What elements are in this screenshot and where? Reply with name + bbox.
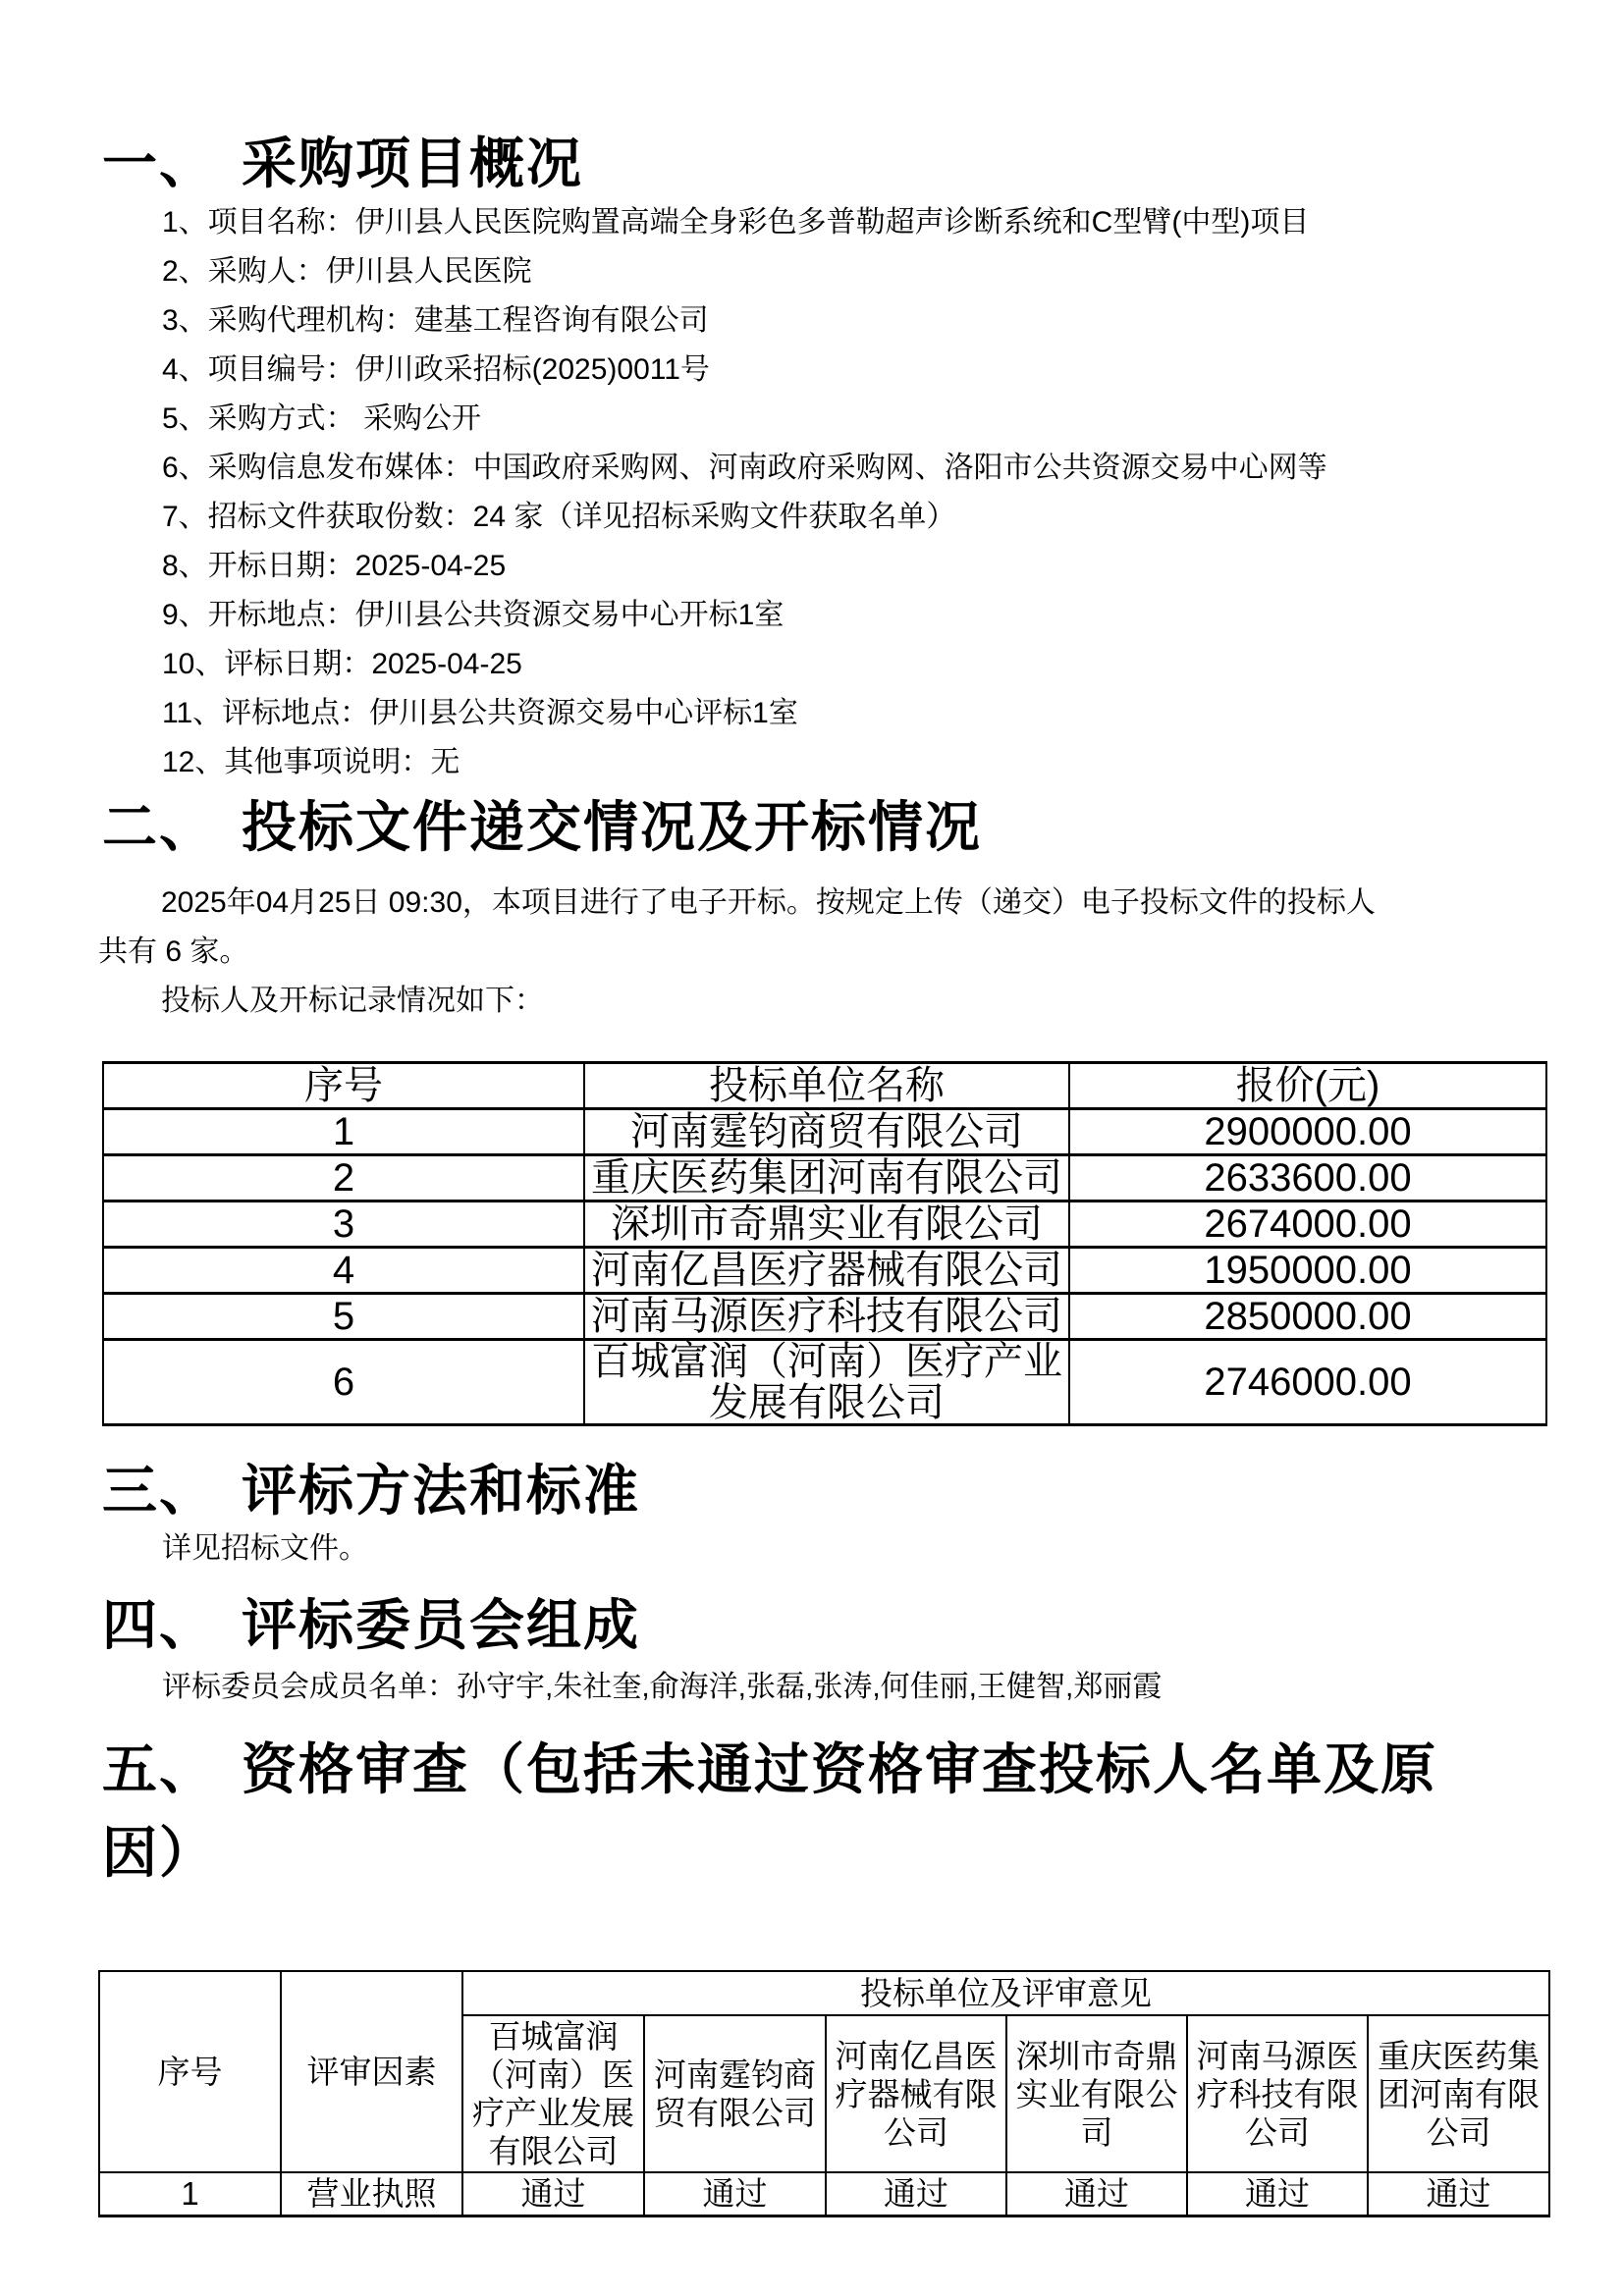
table-row	[103, 1340, 1546, 1425]
result-cell: 通过	[1006, 2172, 1187, 2216]
section-2-number: 二、	[102, 796, 216, 858]
column-header: 报价(元)	[1069, 1063, 1546, 1109]
group-header: 投标单位及评审意见	[462, 1971, 1549, 2015]
bidder-cell: 河南马源医疗科技有限公司	[584, 1294, 1069, 1340]
section-3-number: 三、	[102, 1460, 216, 1522]
table-header-row	[99, 1971, 1549, 2015]
list-item: 11、评标地点：伊川县公共资源交易中心评标1室	[162, 697, 798, 729]
section-5-title-line2: 因）	[102, 1822, 216, 1884]
section-3-heading	[102, 1460, 640, 1522]
serial-cell: 3	[103, 1201, 584, 1248]
bidder-cell: 重庆医药集团河南有限公司	[584, 1155, 1069, 1201]
serial-cell: 4	[103, 1248, 584, 1294]
column-header: 评审因素	[281, 1971, 462, 2172]
result-cell: 通过	[644, 2172, 826, 2216]
list-item: 6、采购信息发布媒体：中国政府采购网、河南政府采购网、洛阳市公共资源交易中心网等	[162, 452, 1327, 484]
list-item: 7、招标文件获取份数：24 家（详见招标采购文件获取名单）	[162, 501, 956, 533]
serial-cell: 5	[103, 1294, 584, 1340]
section-4-title: 评标委员会组成	[242, 1594, 640, 1656]
bid-record-table	[102, 1061, 1547, 1426]
company-header: 河南亿昌医疗器械有限公司	[826, 2015, 1006, 2172]
section-1-title: 采购项目概况	[242, 133, 583, 194]
list-item: 8、开标日期：2025-04-25	[162, 550, 507, 582]
list-item: 12、其他事项说明：无	[162, 746, 460, 778]
table-row	[99, 2172, 1549, 2216]
column-header: 投标单位名称	[584, 1063, 1069, 1109]
section-1-heading	[102, 135, 583, 192]
result-cell: 通过	[462, 2172, 644, 2216]
project-overview-list	[162, 198, 1327, 787]
list-item: 2、采购人：伊川县人民医院	[162, 255, 532, 288]
table-row	[103, 1248, 1546, 1294]
table-row	[103, 1201, 1546, 1248]
section-3-body: 详见招标文件。	[162, 1532, 368, 1565]
paragraph-line: 共有 6 家。	[98, 935, 249, 968]
section-2-title: 投标文件递交情况及开标情况	[242, 796, 982, 858]
section-3-title: 评标方法和标准	[242, 1460, 640, 1522]
bidder-cell: 河南霆钧商贸有限公司	[584, 1109, 1069, 1155]
section-4-number: 四、	[102, 1594, 216, 1656]
price-cell: 2850000.00	[1069, 1294, 1546, 1340]
list-item: 3、采购代理机构：建基工程咨询有限公司	[162, 304, 709, 337]
price-cell: 2633600.00	[1069, 1155, 1546, 1201]
price-cell: 2746000.00	[1069, 1340, 1546, 1425]
price-cell: 2900000.00	[1069, 1109, 1546, 1155]
bidder-cell: 河南亿昌医疗器械有限公司	[584, 1248, 1069, 1294]
section-4-heading	[102, 1594, 640, 1656]
paragraph-line: 2025年04月25日 09:30，本项目进行了电子开标。按规定上传（递交）电子投标文件的投标人	[161, 886, 1376, 919]
price-cell: 2674000.00	[1069, 1201, 1546, 1248]
list-item: 4、项目编号：伊川政采招标(2025)0011号	[162, 353, 710, 386]
company-header: 河南霆钧商贸有限公司	[644, 2015, 826, 2172]
table-header-row	[103, 1063, 1546, 1109]
company-header: 百城富润（河南）医疗产业发展有限公司	[462, 2015, 644, 2172]
bidder-cell: 百城富润（河南）医疗产业发展有限公司	[584, 1340, 1069, 1425]
table-row	[103, 1155, 1546, 1201]
company-header: 深圳市奇鼎实业有限公司	[1006, 2015, 1187, 2172]
bidder-cell: 深圳市奇鼎实业有限公司	[584, 1201, 1069, 1248]
list-item: 9、开标地点：伊川县公共资源交易中心开标1室	[162, 599, 784, 631]
serial-cell: 2	[103, 1155, 584, 1201]
qualification-review-table	[98, 1970, 1550, 2217]
table-row	[103, 1294, 1546, 1340]
list-item: 10、评标日期：2025-04-25	[162, 648, 522, 680]
company-header: 重庆医药集团河南有限公司	[1368, 2015, 1549, 2172]
list-item: 1、项目名称：伊川县人民医院购置高端全身彩色多普勒超声诊断系统和C型臂(中型)项目	[162, 206, 1310, 239]
serial-cell: 1	[99, 2172, 281, 2216]
list-item: 5、采购方式： 采购公开	[162, 402, 482, 435]
section-5-heading	[102, 1728, 1437, 1895]
factor-cell: 营业执照	[281, 2172, 462, 2216]
section-2-heading	[102, 796, 982, 858]
column-header: 序号	[99, 1971, 281, 2172]
result-cell: 通过	[826, 2172, 1006, 2216]
column-header: 序号	[103, 1063, 584, 1109]
committee-members-line: 评标委员会成员名单：孙守宇,朱社奎,俞海洋,张磊,张涛,何佳丽,王健智,郑丽霞	[162, 1671, 1163, 1703]
section-5-title-line1: 资格审查（包括未通过资格审查投标人名单及原	[242, 1738, 1437, 1800]
serial-cell: 1	[103, 1109, 584, 1155]
section-1-number: 一、	[102, 133, 216, 194]
company-header: 河南马源医疗科技有限公司	[1187, 2015, 1368, 2172]
result-cell: 通过	[1368, 2172, 1549, 2216]
bid-opening-paragraph	[98, 879, 1561, 1026]
price-cell: 1950000.00	[1069, 1248, 1546, 1294]
table-row	[103, 1109, 1546, 1155]
paragraph-line: 投标人及开标记录情况如下：	[161, 985, 544, 1017]
result-cell: 通过	[1187, 2172, 1368, 2216]
serial-cell: 6	[103, 1340, 584, 1425]
section-5-number: 五、	[102, 1738, 216, 1800]
